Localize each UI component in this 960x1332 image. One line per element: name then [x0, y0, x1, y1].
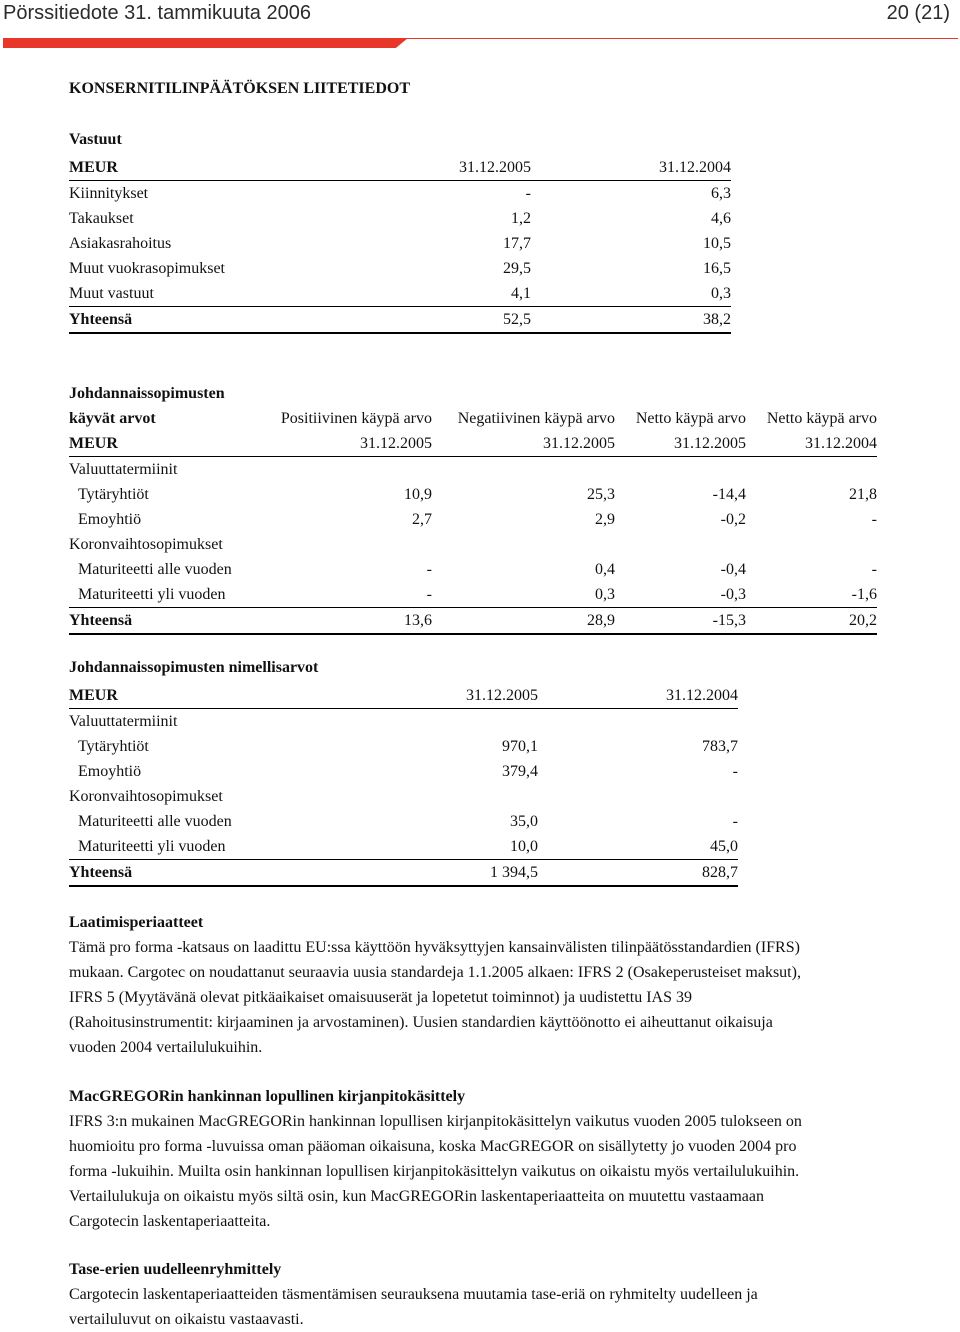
laatimisperiaatteet-section	[69, 910, 809, 1060]
total-label: Yhteensä	[69, 608, 249, 635]
table-header-row	[69, 431, 877, 457]
table-row	[69, 834, 738, 860]
total-value: 28,9	[432, 608, 615, 635]
table-title-row	[69, 381, 877, 406]
fair-values-title: Johdannaissopimusten	[69, 385, 225, 402]
value-cell: -0,3	[615, 582, 746, 608]
table-row	[69, 582, 877, 608]
row-label: Kiinnitykset	[69, 185, 149, 202]
value-cell: -0,4	[720, 561, 746, 578]
total-value: 38,2	[531, 307, 731, 334]
value-cell: 16,5	[703, 260, 731, 277]
column-label-row	[69, 406, 877, 431]
table-row	[69, 181, 731, 207]
total-label: Yhteensä	[69, 860, 369, 887]
column-label: Netto käypä arvo	[766, 410, 877, 427]
column-label: Positiivinen käypä arvo	[280, 410, 432, 427]
section-heading: Laatimisperiaatteet	[69, 914, 204, 931]
row-label: Muut vuokrasopimukset	[69, 260, 225, 277]
table-row	[69, 507, 877, 532]
value-cell: -	[525, 185, 531, 202]
table-row	[69, 557, 877, 582]
section-body: Tämä pro forma -katsaus on laadittu EU:ssa käyttöön hyväksyttyjen kansainvälisten tilinpäätösstandardien (IFRS) mukaan. Cargotec on noudattanut seuraavia uusia standardeja 1.1.2005 alkaen: IFRS 2 (Osakeperusteiset maksut), IFRS 5 (Myytävänä olevat pitkäaikaiset omaisuuserät ja lopetetut toiminnot) ja uudistettu IAS 39 (Rahoitusinstrumentit: kirjaaminen ja arvostaminen). Uusien standardien käyttöönotto ei aiheuttanut oikaisuja vuoden 2004 vertailulukuihin.	[69, 939, 801, 1056]
column-label: Negatiivinen käypä arvo	[457, 410, 615, 427]
table-row	[69, 482, 877, 507]
value-cell: 2,7	[412, 511, 432, 528]
column-label: Netto käypä arvo	[635, 410, 746, 427]
row-label: Maturiteetti alle vuoden	[78, 813, 232, 830]
total-row	[69, 307, 731, 334]
header-cell: MEUR	[69, 155, 369, 181]
page-title: KONSERNITILINPÄÄTÖKSEN LIITETIEDOT	[69, 80, 410, 97]
group-row	[69, 784, 738, 809]
total-value: 13,6	[249, 608, 432, 635]
value-cell: 6,3	[711, 185, 731, 202]
group-label: Valuuttatermiinit	[69, 713, 178, 730]
table-row	[69, 759, 738, 784]
value-cell: 25,3	[587, 486, 615, 503]
fair-values-subtitle: käyvät arvot	[69, 410, 156, 427]
total-value: -15,3	[615, 608, 746, 635]
value-cell: 783,7	[702, 738, 738, 755]
group-label: Valuuttatermiinit	[69, 461, 178, 478]
table-row	[69, 206, 731, 231]
row-label: Maturiteetti yli vuoden	[69, 582, 249, 608]
fair-values-table	[69, 381, 877, 635]
section-heading: MacGREGORin hankinnan lopullinen kirjanpitokäsittely	[69, 1088, 466, 1105]
value-cell: 4,6	[711, 210, 731, 227]
nominal-title: Johdannaissopimusten nimellisarvot	[69, 659, 319, 676]
macgregor-section	[69, 1084, 809, 1234]
value-cell: -	[249, 582, 432, 608]
value-cell: 970,1	[502, 738, 538, 755]
header-cell: 31.12.2004	[531, 155, 731, 181]
value-cell: 10,0	[369, 834, 538, 860]
value-cell: 10,9	[404, 486, 432, 503]
table-header-row	[69, 155, 731, 181]
value-cell: 2,9	[595, 511, 615, 528]
page-number: 20 (21)	[886, 2, 950, 24]
value-cell: -1,6	[746, 582, 877, 608]
page-header	[0, 0, 960, 50]
group-row	[69, 457, 877, 483]
value-cell: -	[732, 813, 738, 830]
value-cell: -0,2	[720, 511, 746, 528]
uudelleenryhmittely-section	[69, 1257, 809, 1332]
value-cell: -14,4	[712, 486, 746, 503]
row-label: Muut vastuut	[69, 281, 369, 307]
value-cell: 10,5	[703, 235, 731, 252]
value-cell: 35,0	[510, 813, 538, 830]
value-cell: -	[426, 561, 432, 578]
row-label: Emoyhtiö	[78, 763, 142, 780]
value-cell: 379,4	[502, 763, 538, 780]
table-row	[69, 734, 738, 759]
table-row	[69, 256, 731, 281]
value-cell: 0,4	[595, 561, 615, 578]
value-cell: 45,0	[538, 834, 738, 860]
row-label: Emoyhtiö	[78, 511, 142, 528]
header-cell: MEUR	[69, 431, 249, 457]
section-body: IFRS 3:n mukainen MacGREGORin hankinnan lopullisen kirjanpitokäsittelyn vaikutus vuoden 2005 tulokseen on huomioitu pro forma -luvuissa oman pääoman oikaisuna, koska MacGREGOR on sisällytetty jo vuoden 2004 pro forma -lukuihin. Muilta osin hankinnan lopullisen kirjanpitokäsittelyn vaikutus on oikaistu myös vertailulukuihin. Vertailulukuja on oikaistu myös siltä osin, kun MacGREGORin laskentaperiaatteita on muutettu vastaamaan Cargotecin laskentaperiaatteita.	[69, 1113, 802, 1230]
row-label: Maturiteetti yli vuoden	[69, 834, 369, 860]
table-header-row	[69, 683, 738, 709]
total-value: 52,5	[369, 307, 531, 334]
row-label: Maturiteetti alle vuoden	[78, 561, 232, 578]
row-label: Asiakasrahoitus	[69, 235, 172, 252]
row-label: Tytäryhtiöt	[78, 738, 149, 755]
row-label: Tytäryhtiöt	[78, 486, 149, 503]
header-rule	[400, 38, 958, 39]
value-cell: 0,3	[531, 281, 731, 307]
header-cell: MEUR	[69, 683, 369, 709]
document-title: Pörssitiedote 31. tammikuuta 2006	[3, 2, 311, 24]
header-cell: 31.12.2004	[746, 431, 877, 457]
header-cell: 31.12.2005	[615, 431, 746, 457]
group-label: Koronvaihtosopimukset	[69, 788, 223, 805]
value-cell: 21,8	[849, 486, 877, 503]
value-cell: -	[871, 511, 877, 528]
header-cell: 31.12.2004	[538, 683, 738, 709]
value-cell: 17,7	[503, 235, 531, 252]
header-cell: 31.12.2005	[369, 683, 538, 709]
header-cell: 31.12.2005	[369, 155, 531, 181]
total-label: Yhteensä	[69, 307, 369, 334]
total-row	[69, 608, 877, 635]
table-row	[69, 809, 738, 834]
group-row	[69, 532, 877, 557]
row-label: Takaukset	[69, 210, 134, 227]
vastuut-table	[69, 155, 731, 334]
value-cell: 1,2	[511, 210, 531, 227]
table-row	[69, 231, 731, 256]
total-value: 20,2	[746, 608, 877, 635]
total-row	[69, 860, 738, 887]
header-accent-bar	[3, 38, 408, 48]
nominal-table	[69, 683, 738, 887]
vastuut-title: Vastuut	[69, 131, 122, 148]
value-cell: 29,5	[503, 260, 531, 277]
section-heading: Tase-erien uudelleenryhmittely	[69, 1261, 282, 1278]
table-row	[69, 281, 731, 307]
header-cell: 31.12.2005	[432, 431, 615, 457]
header-cell: 31.12.2005	[249, 431, 432, 457]
total-value: 1 394,5	[369, 860, 538, 887]
value-cell: 0,3	[432, 582, 615, 608]
section-body: Cargotecin laskentaperiaatteiden täsmentämisen seurauksena muutamia tase-eriä on ryhmitelty uudelleen ja vertailuluvut on oikaistu vastaavasti.	[69, 1286, 758, 1328]
group-label: Koronvaihtosopimukset	[69, 536, 223, 553]
value-cell: -	[732, 763, 738, 780]
total-value: 828,7	[538, 860, 738, 887]
value-cell: 4,1	[369, 281, 531, 307]
value-cell: -	[871, 561, 877, 578]
group-row	[69, 709, 738, 735]
